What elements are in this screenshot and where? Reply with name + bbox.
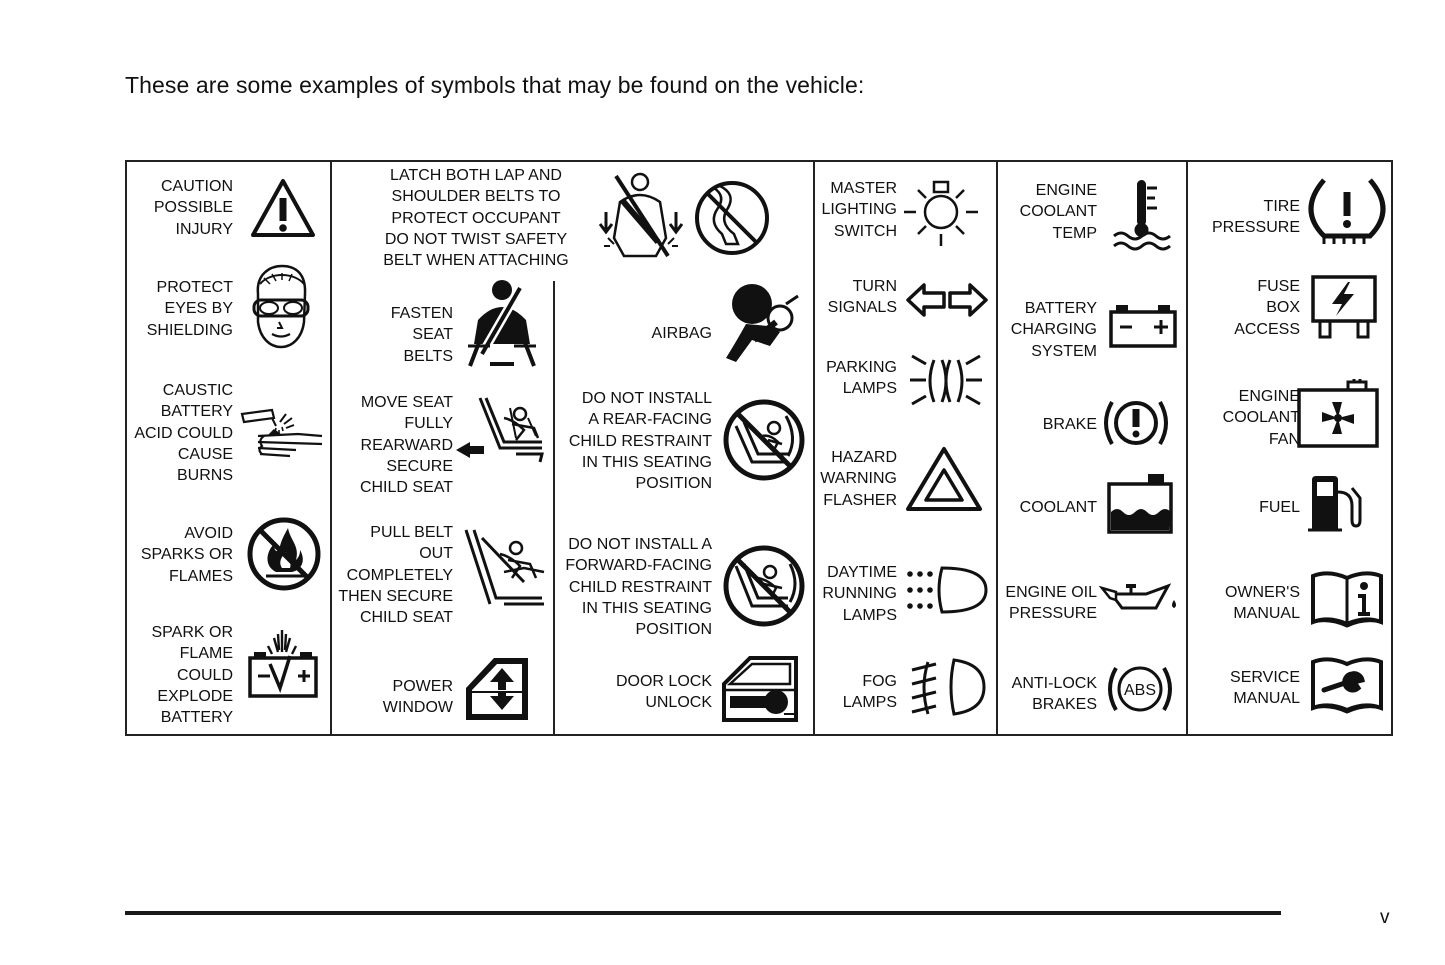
fasten-label: FASTEN SEAT BELTS	[390, 305, 453, 365]
column-divider	[1186, 161, 1188, 735]
oil-label: ENGINE OIL PRESSURE	[1005, 584, 1097, 623]
tire-pressure-icon	[1310, 174, 1384, 246]
fuse-label: FUSE BOX ACCESS	[1234, 278, 1300, 338]
warning-triangle-icon	[250, 178, 316, 238]
brake-icon	[1104, 396, 1168, 450]
move-seat-label: MOVE SEAT FULLY REARWARD SECURE CHILD SEAT	[359, 394, 453, 497]
column-divider	[813, 161, 815, 735]
abs-label: ANTI-LOCK BRAKES	[1011, 675, 1097, 714]
service-manual-label: SERVICE MANUAL	[1230, 669, 1300, 708]
coolant-temp-icon	[1112, 178, 1172, 250]
column-divider	[996, 161, 998, 735]
abs-icon-text: ABS	[1123, 682, 1157, 699]
acid-label: CAUSTIC BATTERY ACID COULD CAUSE BURNS	[134, 382, 233, 485]
power-window-label: POWER WINDOW	[382, 678, 453, 717]
fog-label: FOG LAMPS	[842, 673, 897, 712]
pull-belt-label: PULL BELT OUT COMPLETELY THEN SECURE CHILD SEAT	[338, 524, 453, 627]
no-rear-facing-icon	[722, 398, 806, 482]
fuel-pump-icon	[1306, 474, 1362, 532]
caution-label: CAUTION POSSIBLE INJURY	[153, 178, 233, 238]
column-divider	[330, 161, 332, 735]
airbag-icon	[724, 282, 802, 362]
fuse-box-icon	[1310, 274, 1378, 340]
coolant-fan-icon	[1296, 378, 1380, 448]
door-lock-icon	[720, 654, 800, 722]
battery-explode-icon	[246, 628, 320, 698]
footer-rule	[125, 911, 1281, 915]
child-seat-rearward-icon	[456, 394, 548, 466]
parking-lamps-icon	[908, 352, 984, 410]
child-seat-belt-icon	[464, 528, 548, 608]
tire-label: TIRE PRESSURE	[1211, 198, 1300, 237]
master-lighting-icon	[902, 178, 980, 250]
battery-icon	[1108, 302, 1178, 348]
no-forward-facing-icon	[722, 544, 806, 628]
rear-facing-label: DO NOT INSTALL A REAR-FACING CHILD RESTRAINT IN THIS SEATING POSITION	[568, 390, 712, 493]
goggles-face-icon	[250, 264, 312, 350]
seatbelt-icon	[462, 276, 542, 368]
oil-can-icon	[1100, 582, 1180, 614]
power-window-icon	[462, 654, 532, 722]
battery-label: BATTERY CHARGING SYSTEM	[1010, 300, 1097, 360]
forward-facing-label: DO NOT INSTALL A FORWARD-FACING CHILD RESTRAINT IN THIS SEATING POSITION	[565, 536, 712, 639]
coolant-tank-icon	[1106, 472, 1174, 534]
owners-manual-icon	[1310, 570, 1384, 626]
coolant-temp-label: ENGINE COOLANT TEMP	[1019, 182, 1097, 242]
fuel-label: FUEL	[1259, 499, 1300, 516]
abs-icon	[1108, 662, 1172, 716]
page-number: v	[1380, 907, 1390, 928]
explode-label: SPARK OR FLAME COULD EXPLODE BATTERY	[151, 624, 233, 727]
master-lighting-label: MASTER LIGHTING SWITCH	[821, 180, 897, 240]
acid-hand-icon	[240, 408, 324, 460]
latch-label: LATCH BOTH LAP AND SHOULDER BELTS TO PROTECT OCCUPANT DO NOT TWIST SAFETY BELT WHEN ATTACHING	[383, 167, 569, 270]
hazard-label: HAZARD WARNING FLASHER	[820, 449, 897, 509]
belt-twist-icon	[596, 172, 772, 260]
fan-label: ENGINE COOLANT FAN	[1222, 388, 1300, 448]
sparks-label: AVOID SPARKS OR FLAMES	[140, 525, 233, 585]
eyes-label: PROTECT EYES BY SHIELDING	[146, 279, 233, 339]
airbag-label: AIRBAG	[651, 325, 712, 342]
door-lock-label: DOOR LOCK UNLOCK	[615, 673, 712, 712]
brake-label: BRAKE	[1042, 416, 1097, 433]
owners-manual-label: OWNER'S MANUAL	[1224, 584, 1300, 623]
parking-lamps-label: PARKING LAMPS	[826, 359, 897, 398]
turn-arrows-icon	[906, 282, 988, 318]
intro-text: These are some examples of symbols that may be found on the vehicle:	[125, 72, 865, 98]
drl-label: DAYTIME RUNNING LAMPS	[822, 564, 897, 624]
coolant-label: COOLANT	[1019, 499, 1097, 516]
column-divider	[553, 281, 555, 735]
fog-lamp-icon	[908, 656, 986, 718]
no-flame-icon	[246, 516, 322, 592]
drl-icon	[906, 564, 988, 616]
turn-signals-label: TURN SIGNALS	[827, 278, 897, 317]
hazard-triangle-icon	[906, 446, 982, 512]
service-manual-icon	[1310, 656, 1384, 712]
